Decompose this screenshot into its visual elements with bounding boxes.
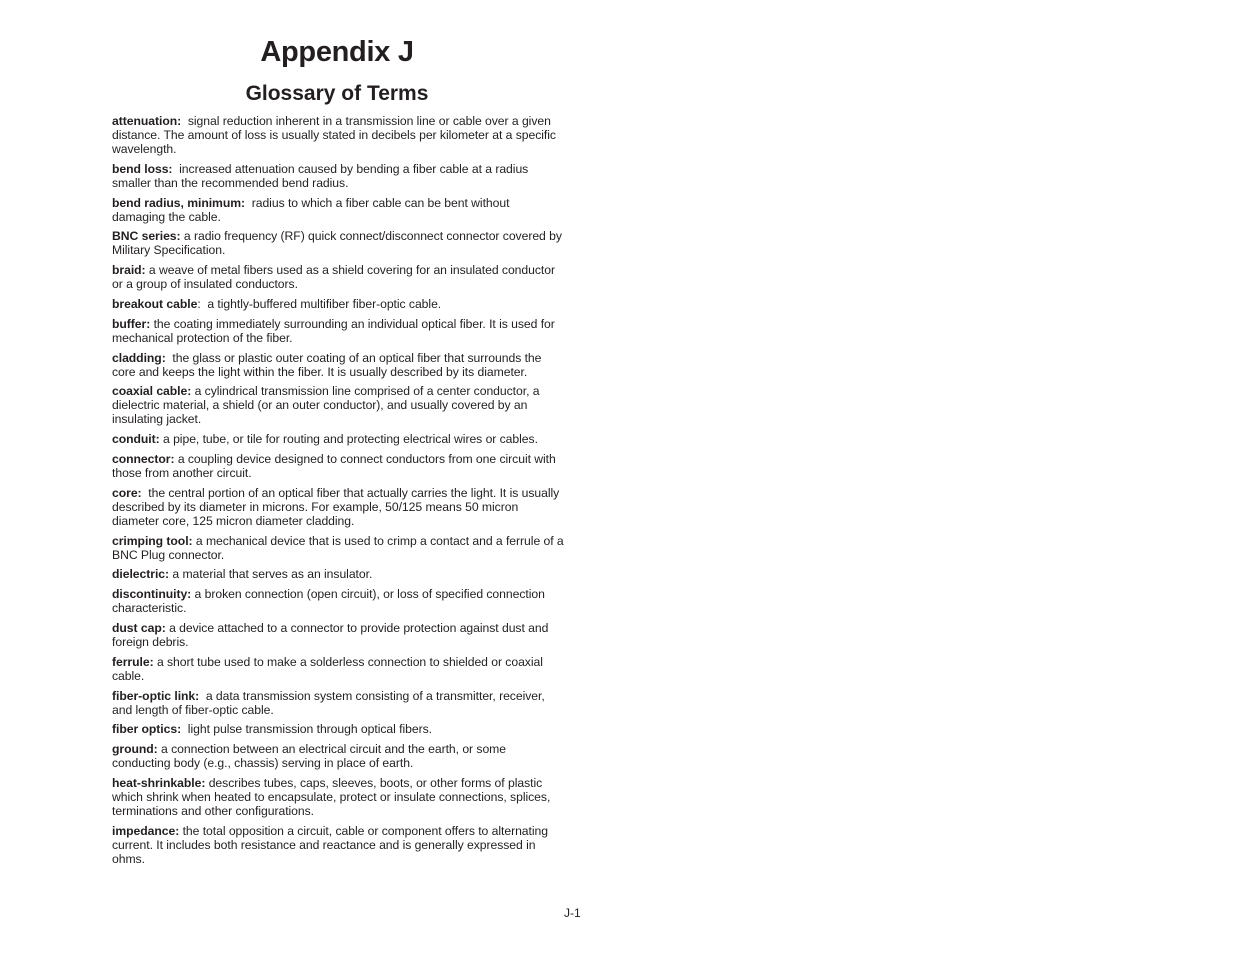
glossary-entry: [112, 317, 564, 345]
page-number: J-1: [564, 906, 581, 920]
glossary-definition: a cylindrical transmission line comprised of a center conductor, a dielectric material, a shield (or an outer conductor), and usually covered by an insulating jacket.: [112, 384, 540, 427]
glossary-separator: [181, 114, 188, 128]
glossary-term: fiber optics:: [112, 722, 182, 737]
glossary-entry: [112, 776, 564, 818]
glossary-term: BNC series:: [112, 229, 181, 244]
glossary-term: dust cap:: [112, 620, 166, 635]
glossary-entry: [112, 534, 564, 562]
glossary-entry: [112, 567, 564, 581]
glossary-term: fiber-optic link:: [112, 688, 200, 703]
glossary-entry: [112, 452, 564, 480]
glossary-definition: the central portion of an optical fiber that actually carries the light. It is usually described by its diameter in microns. For example, 50/125 means 50 micron diameter core, 125 micron diameter cladding.: [112, 485, 560, 528]
glossary-definition: a material that serves as an insulator.: [172, 567, 373, 582]
glossary-definition: radius to which a fiber cable can be bent without damaging the cable.: [112, 195, 510, 224]
glossary-separator: [181, 722, 188, 736]
glossary-term: breakout cable: [112, 296, 198, 311]
glossary-entry: [112, 297, 564, 311]
glossary-definition: a short tube used to make a solderless connection to shielded or coaxial cable.: [112, 654, 543, 683]
glossary-term: coaxial cable:: [112, 384, 192, 399]
glossary-definition: a weave of metal fibers used as a shield covering for an insulated conductor or a group of insulated conductors.: [112, 263, 555, 292]
glossary-definition: increased attenuation caused by bending a fiber cable at a radius smaller than the recommended bend radius.: [112, 161, 529, 190]
glossary-term: heat-shrinkable:: [112, 775, 206, 790]
glossary-entry: [112, 655, 564, 683]
glossary-definition: a connection between an electrical circuit and the earth, or some conducting body (e.g., chassis) serving in place of earth.: [112, 742, 507, 771]
glossary-definition: light pulse transmission through optical fibers.: [187, 722, 432, 737]
glossary-entry: [112, 587, 564, 615]
glossary-term: attenuation:: [112, 114, 182, 128]
glossary-list: [112, 114, 564, 872]
glossary-definition: a coupling device designed to connect conductors from one circuit with those from another circuit.: [112, 451, 556, 480]
glossary-definition: the glass or plastic outer coating of an optical fiber that surrounds the core and keeps the light within the fiber. It is usually described by its diameter.: [112, 350, 542, 379]
glossary-term: connector:: [112, 451, 175, 466]
glossary-entry: [112, 432, 564, 446]
glossary-term: ground:: [112, 742, 158, 757]
glossary-entry: [112, 689, 564, 717]
glossary-term: bend loss:: [112, 161, 173, 176]
glossary-entry: [112, 196, 564, 224]
glossary-term: conduit:: [112, 432, 160, 447]
glossary-entry: [112, 351, 564, 379]
glossary-term: buffer:: [112, 316, 151, 331]
glossary-definition: a pipe, tube, or tile for routing and protecting electrical wires or cables.: [163, 432, 538, 447]
glossary-entry: [112, 263, 564, 291]
glossary-separator: :: [197, 296, 208, 311]
glossary-definition: the coating immediately surrounding an individual optical fiber. It is used for mechanical protection of the fiber.: [112, 316, 555, 345]
glossary-entry: [112, 824, 564, 866]
glossary-term: bend radius, minimum:: [112, 195, 246, 210]
glossary-definition: a tightly-buffered multifiber fiber-optic cable.: [207, 296, 442, 311]
glossary-entry: [112, 486, 564, 528]
glossary-entry: [112, 722, 564, 736]
page-title: Appendix J: [260, 36, 414, 68]
glossary-term: impedance:: [112, 823, 180, 838]
glossary-term: discontinuity:: [112, 587, 192, 602]
glossary-term: core:: [112, 485, 142, 500]
glossary-definition: describes tubes, caps, sleeves, boots, or other forms of plastic which shrink when heated to encapsulate, protect or insulate connections, splices, terminations and other configurations.: [112, 775, 551, 818]
glossary-term: crimping tool:: [112, 533, 193, 548]
glossary-definition: a mechanical device that is used to crimp a contact and a ferrule of a BNC Plug connector.: [112, 533, 564, 562]
glossary-entry: [112, 621, 564, 649]
glossary-separator: [245, 196, 252, 210]
glossary-term: ferrule:: [112, 654, 154, 669]
glossary-entry: [112, 384, 564, 426]
glossary-definition: a data transmission system consisting of a transmitter, receiver, and length of fiber-optic cable.: [112, 688, 545, 717]
glossary-term: braid:: [112, 263, 146, 278]
glossary-definition: signal reduction inherent in a transmission line or cable over a given distance. The amount of loss is usually stated in decibels per kilometer at a specific wavelength.: [112, 114, 556, 156]
glossary-separator: [199, 689, 206, 703]
glossary-term: dielectric:: [112, 567, 170, 582]
glossary-definition: a device attached to a connector to provide protection against dust and foreign debris.: [112, 620, 549, 649]
page-subtitle: Glossary of Terms: [245, 82, 429, 105]
glossary-definition: the total opposition a circuit, cable or component offers to alternating current. It includes both resistance and reactance and is generally expressed in ohms.: [112, 823, 548, 866]
glossary-entry: [112, 742, 564, 770]
glossary-entry: [112, 162, 564, 190]
glossary-entry: [112, 114, 564, 156]
glossary-definition: a radio frequency (RF) quick connect/disconnect connector covered by Military Specification.: [112, 229, 562, 258]
glossary-definition: a broken connection (open circuit), or loss of specified connection characteristic.: [112, 587, 545, 616]
glossary-term: cladding:: [112, 350, 166, 365]
glossary-entry: [112, 229, 564, 257]
